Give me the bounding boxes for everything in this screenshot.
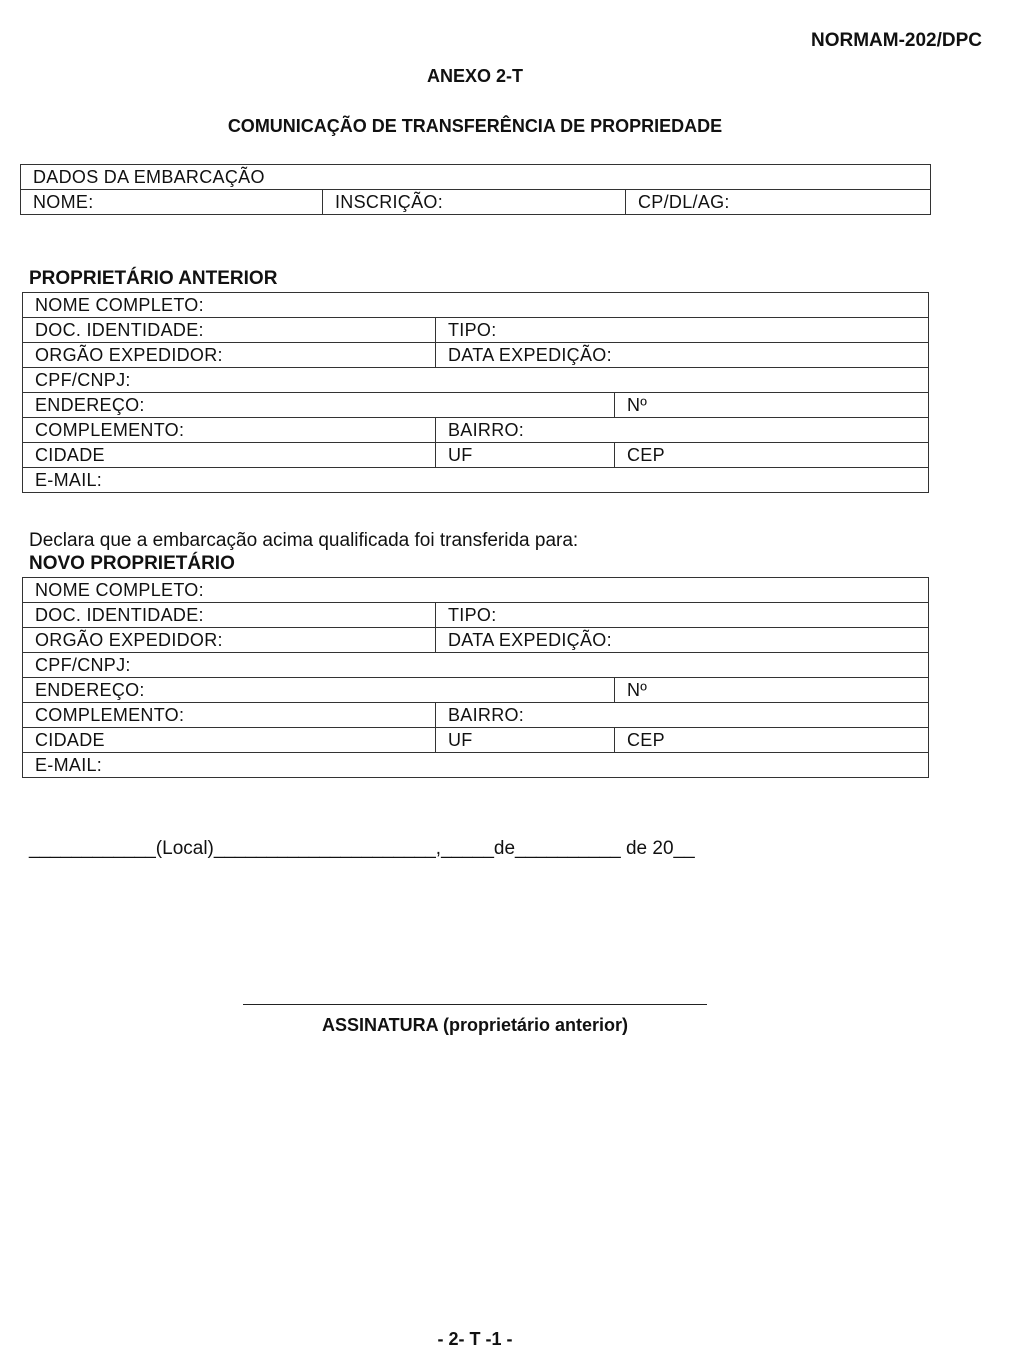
new-number-field[interactable]: Nº	[615, 678, 929, 703]
new-email-field[interactable]: E-MAIL:	[23, 753, 929, 778]
vessel-heading: DADOS DA EMBARCAÇÃO	[21, 165, 931, 190]
prev-zip-field[interactable]: CEP	[615, 443, 929, 468]
prev-state-field[interactable]: UF	[436, 443, 615, 468]
previous-owner-table	[22, 292, 929, 493]
prev-issuer-field[interactable]: ORGÃO EXPEDIDOR:	[23, 343, 436, 368]
prev-type-field[interactable]: TIPO:	[436, 318, 929, 343]
prev-id-doc-field[interactable]: DOC. IDENTIDADE:	[23, 318, 436, 343]
prev-email-field[interactable]: E-MAIL:	[23, 468, 929, 493]
new-state-field[interactable]: UF	[436, 728, 615, 753]
new-owner-title: NOVO PROPRIETÁRIO	[29, 553, 235, 574]
new-id-doc-field[interactable]: DOC. IDENTIDADE:	[23, 603, 436, 628]
vessel-registration-field[interactable]: INSCRIÇÃO:	[323, 190, 626, 215]
new-full-name-field[interactable]: NOME COMPLETO:	[23, 578, 929, 603]
new-zip-field[interactable]: CEP	[615, 728, 929, 753]
new-cpf-field[interactable]: CPF/CNPJ:	[23, 653, 929, 678]
new-district-field[interactable]: BAIRRO:	[436, 703, 929, 728]
prev-city-field[interactable]: CIDADE	[23, 443, 436, 468]
signature-line[interactable]	[243, 990, 707, 1005]
new-city-field[interactable]: CIDADE	[23, 728, 436, 753]
page-number: - 2- T -1 -	[437, 1329, 513, 1349]
vessel-name-field[interactable]: NOME:	[21, 190, 323, 215]
prev-number-field[interactable]: Nº	[615, 393, 929, 418]
prev-full-name-field[interactable]: NOME COMPLETO:	[23, 293, 929, 318]
vessel-office-field[interactable]: CP/DL/AG:	[626, 190, 931, 215]
prev-issue-date-field[interactable]: DATA EXPEDIÇÃO:	[436, 343, 929, 368]
declaration-text: Declara que a embarcação acima qualificada foi transferida para:	[29, 530, 579, 551]
new-type-field[interactable]: TIPO:	[436, 603, 929, 628]
vessel-data-table	[20, 164, 931, 215]
previous-owner-title: PROPRIETÁRIO ANTERIOR	[29, 268, 278, 289]
new-address-field[interactable]: ENDEREÇO:	[23, 678, 615, 703]
prev-district-field[interactable]: BAIRRO:	[436, 418, 929, 443]
prev-cpf-field[interactable]: CPF/CNPJ:	[23, 368, 929, 393]
annex-title: ANEXO 2-T	[426, 66, 523, 86]
page-title: COMUNICAÇÃO DE TRANSFERÊNCIA DE PROPRIEDADE	[227, 116, 723, 136]
signature-label: ASSINATURA (proprietário anterior)	[321, 1015, 629, 1035]
new-issuer-field[interactable]: ORGÃO EXPEDIDOR:	[23, 628, 436, 653]
new-issue-date-field[interactable]: DATA EXPEDIÇÃO:	[436, 628, 929, 653]
prev-complement-field[interactable]: COMPLEMENTO:	[23, 418, 436, 443]
document-code: NORMAM-202/DPC	[810, 30, 982, 51]
place-date-line[interactable]: ____________(Local)_____________________,_____de__________ de 20__	[29, 838, 695, 859]
new-owner-table	[22, 577, 929, 778]
new-complement-field[interactable]: COMPLEMENTO:	[23, 703, 436, 728]
prev-address-field[interactable]: ENDEREÇO:	[23, 393, 615, 418]
